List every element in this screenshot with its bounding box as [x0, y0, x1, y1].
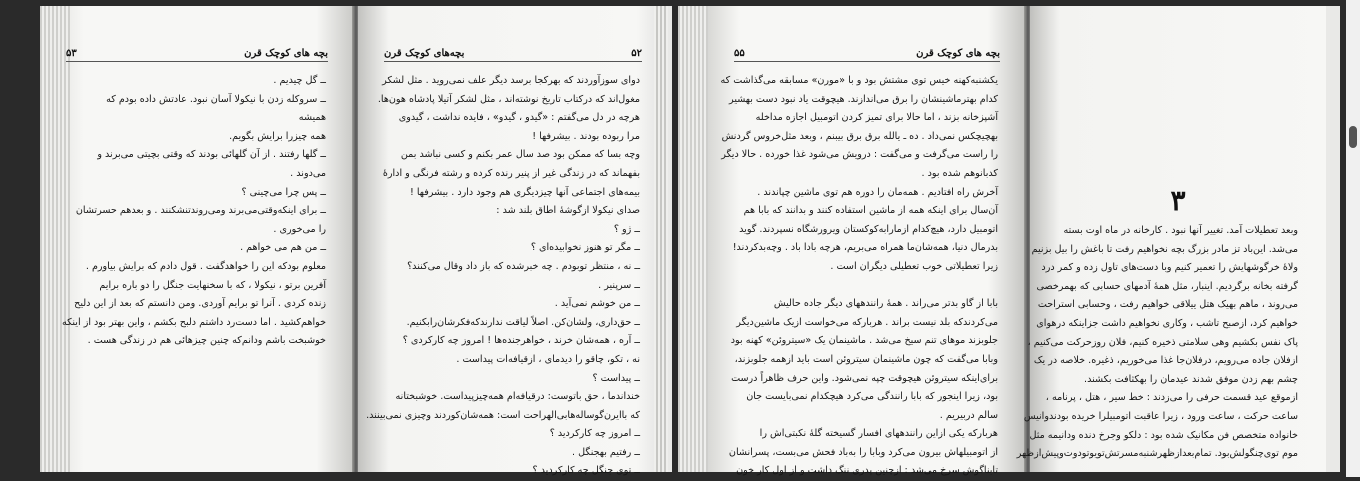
text-line: ــ امروز چه کارکردید ؟ [549, 428, 640, 440]
text-line: ازموقع عید قسمت حرفی را می‌زدند : خط سیر ، هتل ، پرنامه ، [1045, 392, 1298, 404]
text-line: ــ پیداست ؟ [592, 372, 640, 384]
text-line: بابا از گاو بدتر می‌راند . همهٔ رانندههای دیگر جاده حالیش [773, 298, 998, 310]
text-line: همیشه [298, 112, 326, 124]
text-line: می‌دوند . [290, 167, 326, 179]
text-line: از اتومبیلهاش بیرون می‌کرد وبابا را به‌باد فحش می‌بست، پسرانشان [728, 446, 998, 458]
text-line: ــ گل چیدیم . [273, 75, 326, 86]
text-line: ــ آره ، همه‌شان خرند ، خواهرجنده‌ها ! امروز چه کارکردی ؟ [402, 335, 640, 347]
text-line: ــ سرپنیر . [598, 279, 640, 291]
text-line: ــ حق‌داری، ولشان‌کن. اصلاً لیاقت ندارند‌که‌فکرشان‌رابکنیم. [406, 316, 640, 328]
page-body-text [1016, 222, 1298, 464]
chapter-number: ۳ [1170, 184, 1186, 217]
text-line: کدام بهترماشینشان را برق می‌اندازند. هیچوقت یاد نبود دست بهشیر [729, 93, 998, 105]
text-line: برای‌اینکه سیتروئن هیچوقت چپه نمی‌شود. واین حرف ظاهراً درست [731, 372, 998, 384]
text-line: ــ گلها رفتند . از آن گلهائی بودند که وقتی بچیتی می‌برند و [97, 149, 326, 161]
page-number: ۵۳ [66, 48, 77, 59]
text-line: ــ نه ، منتظر توبودم . چه خبرشده که باز داد وقال می‌کنند؟ [407, 260, 640, 272]
text-line: هرچه در دل می‌گفتم : «گیدو ، گیدو» ، فایده نداشت ، گیدوی [398, 112, 640, 124]
text-line: را راست می‌گرفت و می‌گفت : درویش می‌شود غذا خورده . حالا دیگر [721, 149, 998, 161]
text-line: ــ ژو ؟ [613, 223, 640, 235]
text-line: ــ سروکله زدن با نیکولا آسان نبود. عادتش داده بودم که [106, 93, 326, 105]
text-line: بفهماند که در زندگی غیر از پنیر رنده کرده و رشته فرنگی و ادارهٔ [382, 167, 640, 179]
text-line: زیرا تعطیلاتی خوب تعطیلی دیگران است . [830, 260, 998, 272]
text-line: اتومبیل دارد، هیچ‌کدام ازمارابه‌کوکستان ویرورشگاه نسپردند. گوید [739, 223, 998, 235]
text-line: ازفلان جاده می‌رویم، درفلان‌جا غذا می‌خوریم، ذغیره. خلاصه در یک [1033, 355, 1298, 367]
page-body-text [720, 72, 998, 481]
text-line: دوای سوزآوردند که بهرکجا برسد دیگر علف نمی‌روید . مثل لشکر [382, 75, 640, 86]
running-header [384, 44, 642, 62]
text-line: آن‌سال برای اینکه همه از ماشین استفاده کنند و بدانند که بابا هم [743, 205, 998, 217]
text-line [738, 277, 998, 296]
text-line: ولاهٔ خرگوشهایش را تعمیر کنیم وبا دست‌های تاول زده و کمر درد [1041, 262, 1298, 274]
text-line: بهچیچکس نمی‌داد . ده ـ یالله برق برق بیبنم ، وبعد مثل‌خروس گردنش [721, 130, 998, 142]
running-header [66, 44, 328, 62]
text-line: ــ من هم می خواهم . [240, 242, 326, 254]
text-line: معلوم بودکه این را خواهدگفت . قول دادم که برایش بیاورم . [85, 260, 326, 272]
running-header [734, 44, 1000, 62]
text-line: وچه بسا که ممکن بود صد سال عمر بکنم و کسی نباشد بمن [400, 149, 640, 161]
text-line: ــ توی جنگل چه کارکردید ؟ [532, 465, 640, 477]
text-line: مرا ربوده بودند . بیشرفها ! [532, 130, 640, 142]
text-line: آشپزخانه بزند ، اما حالا برای تمیز کردن اتومبیل اجازه مداخله [755, 112, 998, 124]
scrollbar-thumb[interactable] [1349, 126, 1357, 148]
text-line: تابناگوش سرخ می‌شد : ازچنین پدری ننگ داشت و از اول کار خون [736, 465, 998, 477]
page-54 [1016, 6, 1326, 472]
page-number: ۵۵ [734, 48, 745, 59]
text-line: همه چیزرا برایش بگویم. [229, 130, 326, 142]
text-line: ــ برای اینکه‌وقتی‌می‌برند و‌می‌روند‌تنشکنند . و بعدهم حسرتشان [75, 205, 326, 217]
header-title: بچه‌های کوچک قرن [384, 48, 465, 59]
header-title: بچه های کوچک قرن [916, 48, 1000, 59]
text-line: زنده کردی . آنرا تو برایم آوردی. ومن دانستم که بعد از این دلیح [74, 298, 326, 310]
page-52 [358, 6, 668, 477]
text-line: بیمه‌های اجتماعی آنها چیزدیگری هم وجود دارد . بیشرفها ! [409, 186, 640, 198]
text-line: وبابا می‌گفت که چون ماشینمان سیتروئن است باید ازهمه جلوبزند، [734, 353, 998, 365]
text-line: را می‌خوری . [273, 223, 326, 235]
text-line: گرفته بخانه برگردیم. اینبار، مثل همهٔ آدمهای حسابی که بهمرخصی [1036, 280, 1298, 292]
page-edges-left [40, 6, 70, 472]
text-line: آخرش راه افتادیم . همه‌مان را دوره هم توی ماشین چپاندند . [757, 186, 998, 198]
text-line: ــ من خوشم نمی‌آید . [554, 298, 640, 310]
text-line: وبعد تعطیلات آمد. تغییر آنها نبود . کارخانه در ماه اوت بسته [1063, 225, 1298, 236]
text-line: خواهیم کرد، ازصبح تاشب ، وکاری نخواهیم داشت جزاینکه درهوای [1036, 317, 1298, 329]
left-book-spread [40, 6, 672, 477]
page-body-text [366, 72, 640, 481]
text-line: هربارکه یکی ازاین رانندههای افسار گسیخته گلهٔ نکبتی‌اش را [759, 428, 998, 440]
vertical-scrollbar[interactable] [1346, 0, 1360, 477]
right-book-spread [678, 6, 1340, 477]
text-line: ــ مگر تو هنوز نخوابیده‌ای ؟ [530, 242, 640, 254]
text-line: خنداندما ، حق باتوست: درقیافه‌ام همه‌چیزپیداست. خوشبختانه [395, 391, 640, 403]
text-line: مغول‌اند که درکتاب تاریخ نوشته‌اند ، مثل لشکر آتیلا پادشاه هون‌ها. [377, 93, 640, 105]
page-number: ۵۲ [631, 48, 642, 59]
text-line: آفرین برتو ، نیکولا ، که با سخنهایت جنگل را دو باره برایم [99, 279, 326, 291]
page-edges-right [654, 6, 668, 472]
text-line: سالم دربیریم . [939, 409, 998, 421]
page-edges-left [678, 6, 708, 472]
text-line: بود، زیرا اینجور که بابا رانندگی می‌کرد هیچکدام نمی‌بایست جان [746, 391, 998, 403]
page-55 [708, 6, 1026, 477]
text-line: یکشنبه‌کهنه‌ خیس توی مشتش بود و با «مورن» مسابقه می‌گذاشت که [720, 75, 998, 86]
text-line: کدبانوهم شده بود . [921, 167, 998, 179]
text-line: خانواده متخصص فن مکانیک شده بود : دلکو وجرخ دنده ودانیمه مثل [1029, 429, 1298, 441]
header-title: بچه های کوچک قرن [244, 48, 328, 59]
text-line: بدرمال دنیا، همه‌شان‌ما همراه می‌بریم، هرچه بادا باد . وچه‌بدکردند! [732, 242, 998, 254]
text-line: می‌روند ، ماهم بهیک هتل ییلاقی خواهیم رفت ، وحسابی استراحت [1037, 299, 1298, 311]
text-line: می‌شد. این‌باد تز مادر بزرگ بچه نخواهیم رفت تا باغش را بیل بزنیم [1031, 243, 1298, 255]
page-body-text [61, 72, 326, 351]
text-line: که باایرن‌گوساله‌هابی‌الهراحت است: همه‌شان‌کوردند وچیزی نمی‌بینند. [366, 409, 640, 421]
text-line: می‌کردندکه بلد نیست براند . هربارکه می‌خواست ازیک ماشین‌دیگر [736, 316, 998, 328]
text-line: جلوبزند موهای تنم سیخ می‌شد . ماشینمان یک «سیتروئن» کهنه بود [730, 335, 998, 347]
text-line: ساعت حرکت ، ساعت ورود ، زیرا عاقبت اتومبیلرا خریده بودندوانیس [1023, 410, 1298, 422]
text-line: خواهم‌کشید . اما دست‌رد داشتم دلبح بکشم ، واین بهتر بود از اینکه [61, 316, 326, 328]
page-53 [40, 6, 354, 472]
text-line: صدای نیکولا ازگوشهٔ اطاق بلند شد : [496, 205, 640, 217]
text-line: چشم بهم زدن موفق شدند عیدمان را بهکثافت بکشند. [1084, 373, 1298, 385]
text-line: ــ پس چرا می‌چینی ؟ [241, 186, 326, 198]
text-line: ــ رفتیم بهجنگل . [572, 446, 640, 458]
text-line: نه ، تکو، چاقو را دیدمای ، ازقیافه‌ات پیداست . [456, 353, 640, 365]
text-line: خوشبخت باشم ودانم‌که چنین چیزهائی هم در زندگی هست . [87, 335, 326, 347]
text-line: پاک نفس بکشیم وهی سلامتی ذخیره کنیم، فلان روزحرکت می‌کنیم ، [1027, 336, 1298, 348]
text-line: موم توی‌چنگولش‌بود. تمام‌بعدازظهرشنبه‌مسرتش‌تویوتودوت‌وپیش‌ازظهر [1016, 448, 1298, 460]
